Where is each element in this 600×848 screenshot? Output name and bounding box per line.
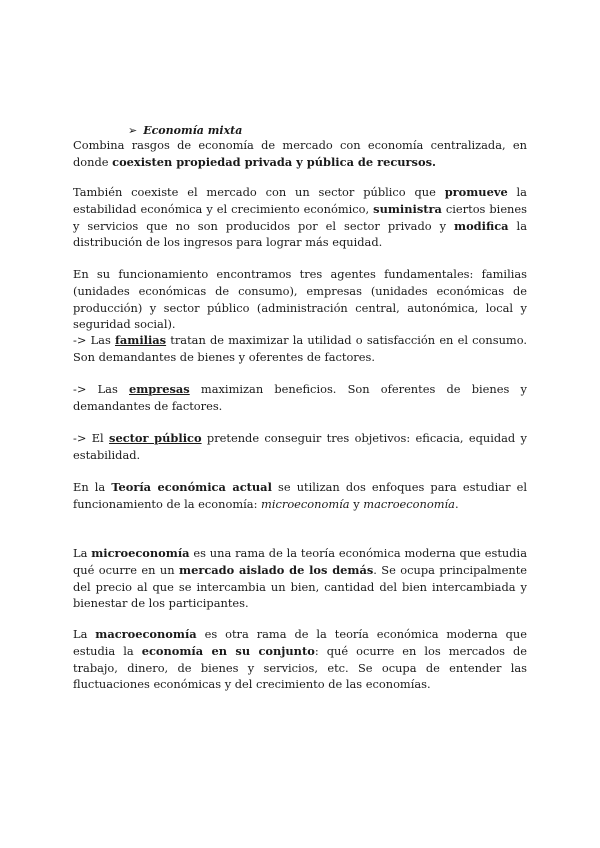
paragraph-families <box>73 332 527 366</box>
text: También coexiste el mercado con un sector público que <box>73 185 445 199</box>
paragraph-definition <box>73 137 527 171</box>
text: -> El <box>73 431 110 445</box>
paragraph-current-theory <box>73 479 527 513</box>
bold-text: modifica <box>454 218 509 233</box>
text: . Se ocupa principalmente del precio al que se intercambia un bien, cantidad del bien intercambiada y bienestar de los participantes. <box>73 562 528 611</box>
text: -> Las <box>73 382 129 396</box>
text: se utilizan dos enfoques para estudiar el funcionamiento de la economía: <box>73 480 528 511</box>
text: La <box>73 627 96 641</box>
text: En la <box>73 480 112 494</box>
paragraph-public-sector-role <box>73 184 527 251</box>
bold-text: microeconomía <box>91 546 190 560</box>
bold-text: promueve <box>444 185 508 199</box>
text: : qué ocurre en los mercados de trabajo, dinero, de bienes y servicios, etc. Se ocupa de entender las fluctuaciones económicas y del crecimiento de las economías. <box>73 643 527 692</box>
text: En su funcionamiento encontramos tres agentes fundamentales: familias (unidades económicas de consumo), empresas (unidades económicas de producción) y sector público (administración central, autonómica, local y seguridad social). <box>73 267 527 332</box>
text: pretende conseguir tres objetivos: eficacia, equidad y estabilidad. <box>73 431 527 462</box>
text: es una rama de la teoría económica moderna que estudia qué ocurre en un <box>73 546 527 577</box>
underlined-term: sector público <box>109 431 202 445</box>
text: tratan de maximizar la utilidad o satisfacción en el consumo. Son demandantes de bienes y oferentes de factores. <box>73 333 527 364</box>
italic-text: macroeconomía <box>363 496 455 511</box>
text: ciertos bienes y servicios que no son producidos por el sector privado y <box>73 201 527 233</box>
text: es otra rama de la teoría económica moderna que estudia la <box>73 627 527 658</box>
text: -> Las <box>73 333 115 347</box>
arrow-bullet-icon: ➢ <box>128 124 138 137</box>
text: . <box>454 496 459 511</box>
text: Combina rasgos de economía de mercado con economía centralizada, en donde <box>73 138 527 169</box>
paragraph-macroeconomics <box>73 626 527 693</box>
bold-text: coexisten propiedad privada y pública de recursos. <box>112 154 436 169</box>
text: y <box>349 496 364 511</box>
paragraph-companies <box>73 381 527 415</box>
text: maximizan beneficios. Son oferentes de bienes y demandantes de factores. <box>73 382 527 413</box>
bold-text: suministra <box>373 201 442 216</box>
italic-text: microeconomía <box>261 496 350 511</box>
underlined-term: empresas <box>129 382 190 396</box>
bold-text: economía en su conjunto <box>141 643 315 658</box>
underlined-term: familias <box>114 333 167 347</box>
bold-text: Teoría económica actual <box>111 480 272 494</box>
section-title: Economía mixta <box>143 124 243 137</box>
paragraph-agents <box>73 266 527 333</box>
paragraph-microeconomics <box>73 545 527 612</box>
text: La <box>73 546 92 560</box>
bold-text: mercado aislado de los demás <box>179 562 374 577</box>
text: la distribución de los ingresos para lograr más equidad. <box>73 218 527 250</box>
paragraph-public-sector <box>73 430 527 464</box>
bold-text: macroeconomía <box>95 627 197 641</box>
text: la estabilidad económica y el crecimiento económico, <box>73 185 527 216</box>
